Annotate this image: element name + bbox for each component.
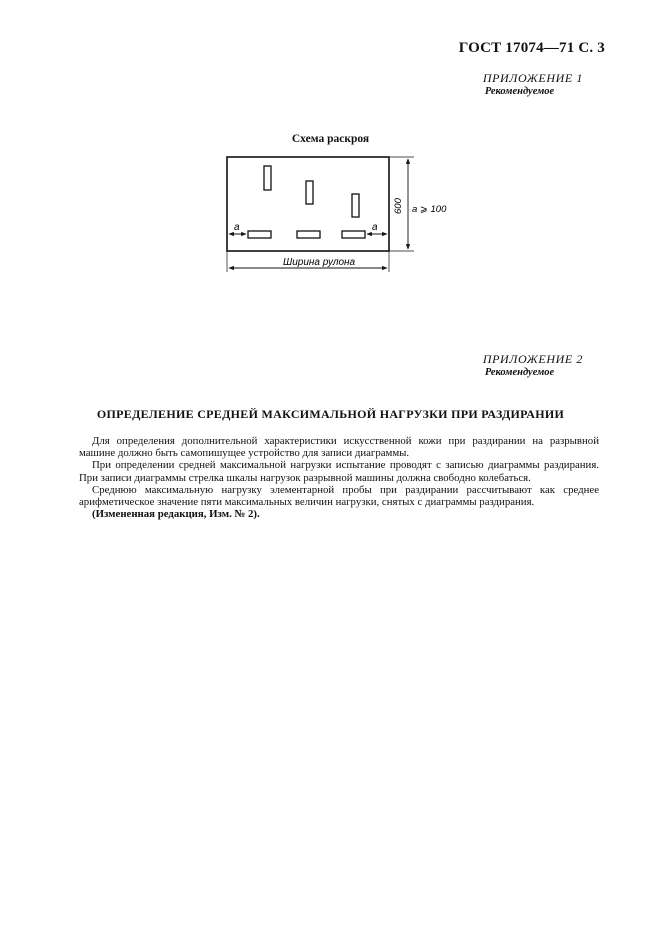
- page-header-code: ГОСТ 17074—71 С. 3: [458, 40, 605, 56]
- dim-a-min-label: a ⩾ 100: [412, 204, 447, 215]
- figure-title: Схема раскроя: [291, 133, 370, 145]
- dim-a-left-label: a: [234, 222, 240, 233]
- cutting-scheme-diagram: [0, 0, 661, 300]
- specimen-vertical-3: [352, 194, 359, 217]
- specimen-horizontal-3: [342, 231, 365, 238]
- appendix-2-title: ПРИЛОЖЕНИЕ 2: [482, 352, 583, 366]
- section-body: [79, 435, 599, 520]
- section-title: ОПРЕДЕЛЕНИЕ СРЕДНЕЙ МАКСИМАЛЬНОЙ НАГРУЗКИ ПРИ РАЗДИРАНИИ: [96, 407, 565, 421]
- paragraph-1: Для определения дополнительной характеристики искусственной кожи при раздирании на разрывной машине должно быть самопишущее устройство для записи диаграммы.: [79, 435, 599, 460]
- amendment-note: (Измененная редакция, Изм. № 2).: [92, 508, 260, 521]
- paragraph-2: При определении средней максимальной нагрузки испытание проводят с записью диаграммы раздирания. При записи диаграммы стрелка шкалы нагрузок разрывной машины должна свободно колебаться.: [79, 459, 599, 484]
- dim-height-label: 600: [393, 198, 404, 214]
- paragraph-3: Среднюю максимальную нагрузку элементарной пробы при раздирании рассчитывают как среднее арифметическое значение пяти максимальных величин нагрузки, снятых с диаграммы раздирания.: [79, 483, 599, 509]
- appendix-2-heading: [483, 352, 583, 378]
- appendix-2-subtitle: Рекомендуемое: [484, 367, 555, 378]
- appendix-1-title: ПРИЛОЖЕНИЕ 1: [482, 71, 583, 85]
- dim-a-right-label: a: [372, 222, 378, 233]
- specimen-horizontal-1: [248, 231, 271, 238]
- dim-width-label: Ширина рулона: [283, 257, 356, 268]
- specimen-vertical-2: [306, 181, 313, 204]
- specimen-horizontal-2: [297, 231, 320, 238]
- appendix-1-subtitle: Рекомендуемое: [484, 86, 555, 97]
- specimen-vertical-1: [264, 166, 271, 190]
